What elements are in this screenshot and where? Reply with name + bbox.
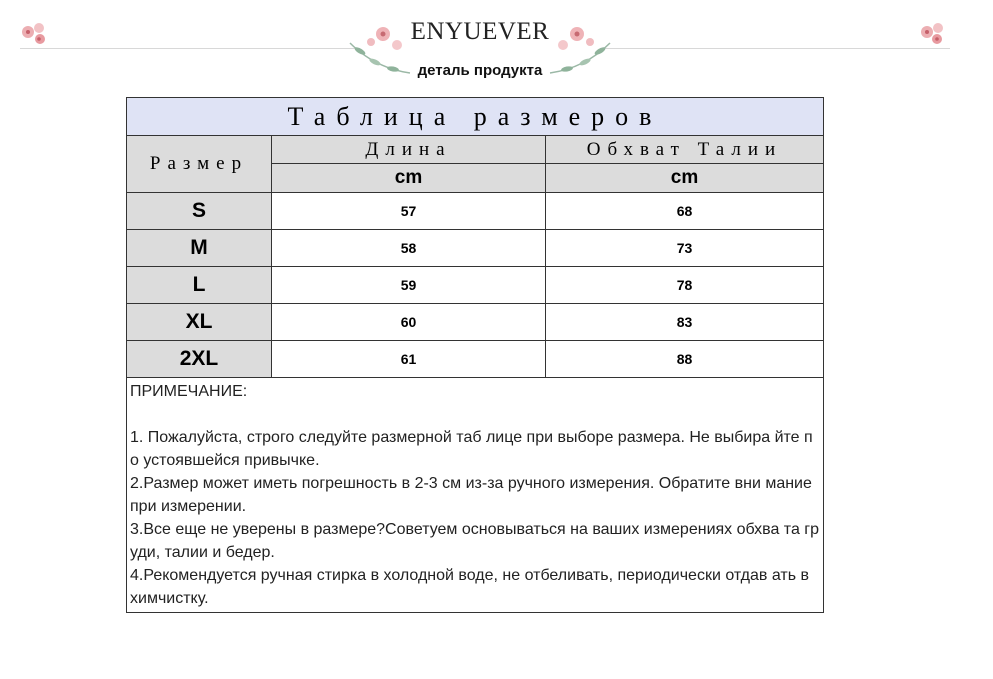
flower-icon-right xyxy=(915,20,949,48)
table-row xyxy=(127,193,824,230)
waist-value: 78 xyxy=(546,267,824,304)
length-column-header: Длина xyxy=(272,136,546,164)
size-label: 2XL xyxy=(127,341,272,378)
waist-unit: cm xyxy=(546,164,824,193)
waist-value: 68 xyxy=(546,193,824,230)
notes-section xyxy=(127,378,824,613)
length-value: 57 xyxy=(272,193,546,230)
note-item: 2.Размер может иметь погрешность в 2-3 см из-за ручного измерения. Обратите вни мание при измерении. xyxy=(130,475,817,515)
size-chart-table xyxy=(126,97,824,613)
note-item: 3.Все еще не уверены в размере?Советуем основываться на ваших измерениях обхва та груди, талии и бедер. xyxy=(130,521,820,561)
flower-icon-left xyxy=(18,20,52,48)
notes-heading: ПРИМЕЧАНИЕ: xyxy=(130,383,248,400)
length-value: 61 xyxy=(272,341,546,378)
note-item: 4.Рекомендуется ручная стирка в холодной воде, не отбеливать, периодически отдав ать в химчистку. xyxy=(130,567,814,607)
table-row xyxy=(127,304,824,341)
table-row xyxy=(127,267,824,304)
waist-value: 88 xyxy=(546,341,824,378)
waist-value: 73 xyxy=(546,230,824,267)
length-value: 59 xyxy=(272,267,546,304)
table-title: Таблица размеров xyxy=(127,98,824,136)
divider-line-right xyxy=(600,48,950,49)
size-column-header: Размер xyxy=(127,136,272,193)
size-label: L xyxy=(127,267,272,304)
brand-logo: ENYUEVER xyxy=(410,18,550,45)
table-row xyxy=(127,230,824,267)
divider-line-left xyxy=(20,48,360,49)
waist-column-header: Обхват Талии xyxy=(546,136,824,164)
size-label: XL xyxy=(127,304,272,341)
header xyxy=(0,0,993,95)
table-row xyxy=(127,341,824,378)
length-unit: cm xyxy=(272,164,546,193)
size-label: S xyxy=(127,193,272,230)
size-label: M xyxy=(127,230,272,267)
waist-value: 83 xyxy=(546,304,824,341)
length-value: 58 xyxy=(272,230,546,267)
length-value: 60 xyxy=(272,304,546,341)
note-item: 1. Пожалуйста, строго следуйте размерной таб лице при выборе размера. Не выбира йте по устоявшейся привычке. xyxy=(130,429,813,469)
page-subtitle: деталь продукта xyxy=(417,62,543,79)
